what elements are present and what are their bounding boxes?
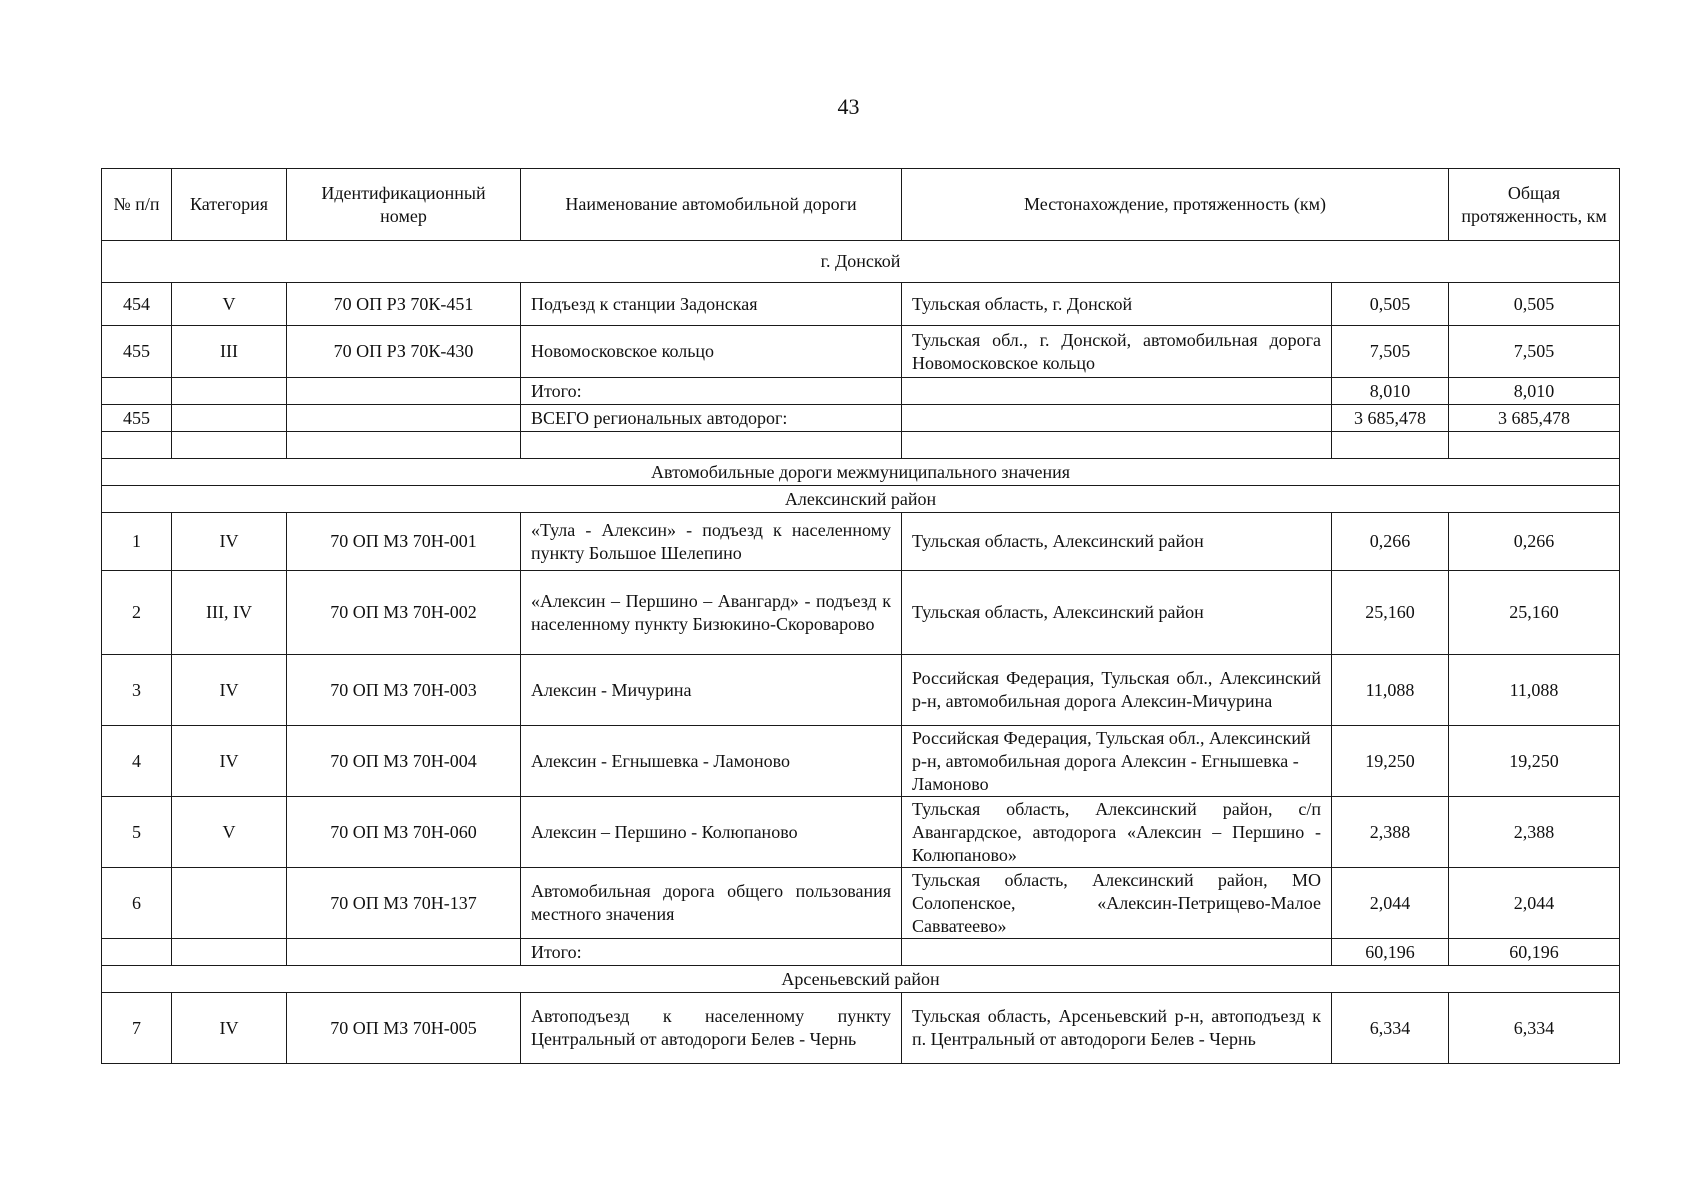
cell-total: 2,044 <box>1449 868 1620 939</box>
subtotal-length: 8,010 <box>1332 378 1449 405</box>
cell-category: V <box>172 283 287 326</box>
cell-length: 19,250 <box>1332 726 1449 797</box>
cell-total: 0,505 <box>1449 283 1620 326</box>
cell-length: 25,160 <box>1332 571 1449 655</box>
cell-num: 1 <box>102 513 172 571</box>
cell-category: IV <box>172 726 287 797</box>
subtotal-row <box>102 939 1620 966</box>
cell-category: V <box>172 797 287 868</box>
cell-name: Новомосковское кольцо <box>521 326 902 378</box>
cell-total: 2,388 <box>1449 797 1620 868</box>
cell-category <box>172 868 287 939</box>
cell-total: 25,160 <box>1449 571 1620 655</box>
cell-location: Тульская обл., г. Донской, автомобильная дорога Новомосковское кольцо <box>902 326 1332 378</box>
table-row <box>102 726 1620 797</box>
cell-id: 70 ОП РЗ 70К-430 <box>287 326 521 378</box>
cell-length: 2,044 <box>1332 868 1449 939</box>
cell-total: 0,266 <box>1449 513 1620 571</box>
cell-id: 70 ОП РЗ 70К-451 <box>287 283 521 326</box>
cell-name: Алексин – Першино - Колюпаново <box>521 797 902 868</box>
table-row <box>102 283 1620 326</box>
table-row <box>102 326 1620 378</box>
cell-category: IV <box>172 993 287 1064</box>
table-row <box>102 797 1620 868</box>
section-row <box>102 241 1620 283</box>
page-number: 43 <box>837 94 860 119</box>
cell-num: 4 <box>102 726 172 797</box>
subtotal-total: 8,010 <box>1449 378 1620 405</box>
cell-location: Тульская область, Алексинский район, МО Солопенское, «Алексин-Петрищево-Малое Савватеево» <box>902 868 1332 939</box>
grand-total-num: 455 <box>102 405 172 432</box>
cell-name: Автомобильная дорога общего пользования местного значения <box>521 868 902 939</box>
subtotal-label: Итого: <box>521 378 902 405</box>
section-row <box>102 459 1620 486</box>
cell-id: 70 ОП МЗ 70Н-001 <box>287 513 521 571</box>
cell-name: «Алексин – Першино – Авангард» - подъезд к населенному пункту Бизюкино-Скороварово <box>521 571 902 655</box>
cell-id: 70 ОП МЗ 70Н-002 <box>287 571 521 655</box>
cell-location: Тульская область, г. Донской <box>902 283 1332 326</box>
cell-total: 6,334 <box>1449 993 1620 1064</box>
cell-location: Тульская область, Алексинский район <box>902 513 1332 571</box>
grand-total-row <box>102 405 1620 432</box>
table-row <box>102 993 1620 1064</box>
cell-name: Подъезд к станции Задонская <box>521 283 902 326</box>
table-row <box>102 655 1620 726</box>
cell-name: Алексин - Мичурина <box>521 655 902 726</box>
header-num: № п/п <box>102 169 172 241</box>
cell-num: 454 <box>102 283 172 326</box>
cell-location: Российская Федерация, Тульская обл., Алексинский р-н, автомобильная дорога Алексин - Егнышевка - Ламоново <box>902 726 1332 797</box>
cell-num: 455 <box>102 326 172 378</box>
roads-table <box>101 168 1620 1064</box>
cell-id: 70 ОП МЗ 70Н-004 <box>287 726 521 797</box>
cell-total: 11,088 <box>1449 655 1620 726</box>
header-location: Местонахождение, протяженность (км) <box>902 169 1449 241</box>
cell-category: IV <box>172 655 287 726</box>
cell-num: 6 <box>102 868 172 939</box>
header-category: Категория <box>172 169 287 241</box>
cell-category: III <box>172 326 287 378</box>
header-name: Наименование автомобильной дороги <box>521 169 902 241</box>
cell-id: 70 ОП МЗ 70Н-060 <box>287 797 521 868</box>
cell-num: 2 <box>102 571 172 655</box>
cell-length: 7,505 <box>1332 326 1449 378</box>
cell-length: 11,088 <box>1332 655 1449 726</box>
header-id: Идентификационный номер <box>287 169 521 241</box>
grand-total-label: ВСЕГО региональных автодорог: <box>521 405 902 432</box>
cell-length: 0,505 <box>1332 283 1449 326</box>
section-title: Арсеньевский район <box>102 966 1620 993</box>
section-row <box>102 486 1620 513</box>
subtotal-label: Итого: <box>521 939 902 966</box>
subtotal-total: 60,196 <box>1449 939 1620 966</box>
cell-total: 19,250 <box>1449 726 1620 797</box>
cell-location: Тульская область, Алексинский район <box>902 571 1332 655</box>
subtotal-row <box>102 378 1620 405</box>
header-total: Общая протяженность, км <box>1449 169 1620 241</box>
cell-num: 7 <box>102 993 172 1064</box>
cell-name: Автоподъезд к населенному пункту Центральный от автодороги Белев - Чернь <box>521 993 902 1064</box>
section-row <box>102 966 1620 993</box>
cell-location: Тульская область, Арсеньевский р-н, автоподъезд к п. Центральный от автодороги Белев - Чернь <box>902 993 1332 1064</box>
cell-id: 70 ОП МЗ 70Н-137 <box>287 868 521 939</box>
section-title: Алексинский район <box>102 486 1620 513</box>
grand-total-length: 3 685,478 <box>1332 405 1449 432</box>
cell-name: «Тула - Алексин» - подъезд к населенному пункту Большое Шелепино <box>521 513 902 571</box>
cell-location: Российская Федерация, Тульская обл., Алексинский р-н, автомобильная дорога Алексин-Мичурина <box>902 655 1332 726</box>
section-title: г. Донской <box>102 241 1620 283</box>
table-row <box>102 868 1620 939</box>
subtotal-length: 60,196 <box>1332 939 1449 966</box>
cell-category: III, IV <box>172 571 287 655</box>
cell-num: 3 <box>102 655 172 726</box>
cell-location: Тульская область, Алексинский район, с/п Авангардское, автодорога «Алексин – Першино - Колюпаново» <box>902 797 1332 868</box>
table-row <box>102 571 1620 655</box>
grand-total-total: 3 685,478 <box>1449 405 1620 432</box>
cell-num: 5 <box>102 797 172 868</box>
cell-name: Алексин - Егнышевка - Ламоново <box>521 726 902 797</box>
header-row <box>102 169 1620 241</box>
section-title: Автомобильные дороги межмуниципального значения <box>102 459 1620 486</box>
cell-length: 2,388 <box>1332 797 1449 868</box>
cell-total: 7,505 <box>1449 326 1620 378</box>
cell-length: 6,334 <box>1332 993 1449 1064</box>
cell-length: 0,266 <box>1332 513 1449 571</box>
cell-id: 70 ОП МЗ 70Н-003 <box>287 655 521 726</box>
empty-row <box>102 432 1620 459</box>
table-row <box>102 513 1620 571</box>
cell-id: 70 ОП МЗ 70Н-005 <box>287 993 521 1064</box>
cell-category: IV <box>172 513 287 571</box>
